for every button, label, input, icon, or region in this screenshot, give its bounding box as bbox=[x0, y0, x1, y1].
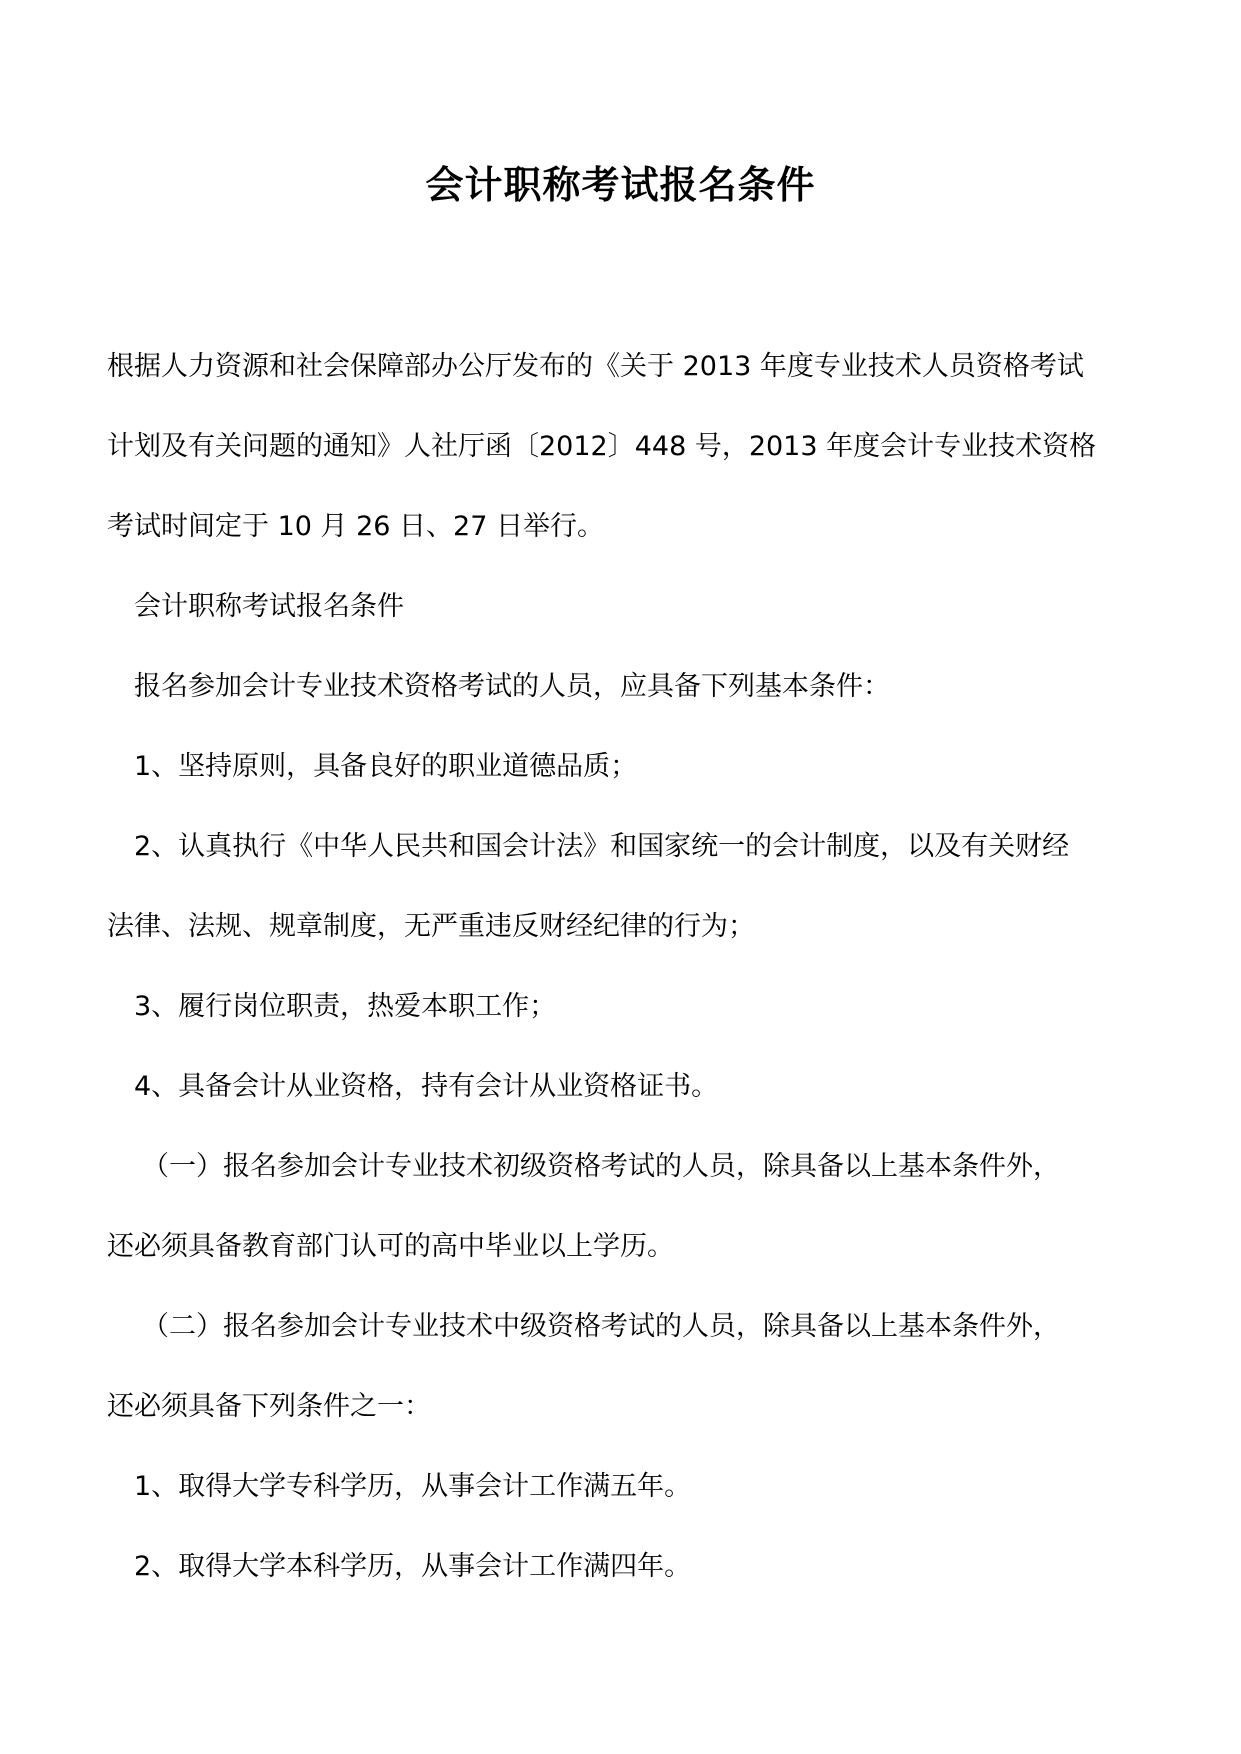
subsection-line: （二）报名参加会计专业技术中级资格考试的人员，除具备以上基本条件外， bbox=[142, 1311, 1060, 1342]
document-title: 会计职称考试报名条件 bbox=[425, 163, 816, 207]
paragraph-line: 根据人力资源和社会保障部办公厅发布的《关于 2013 年度专业技术人员资格考试 bbox=[107, 351, 1084, 382]
section-heading: 会计职称考试报名条件 bbox=[134, 591, 404, 622]
list-item-continuation: 法律、法规、规章制度，无严重违反财经纪律的行为； bbox=[107, 911, 755, 942]
paragraph-line: 考试时间定于 10 月 26 日、27 日举行。 bbox=[107, 511, 604, 542]
list-item: 2、取得大学本科学历，从事会计工作满四年。 bbox=[134, 1551, 692, 1582]
subsection-continuation: 还必须具备教育部门认可的高中毕业以上学历。 bbox=[107, 1231, 674, 1262]
subsection-line: （一）报名参加会计专业技术初级资格考试的人员，除具备以上基本条件外， bbox=[142, 1151, 1060, 1182]
list-item: 1、取得大学专科学历，从事会计工作满五年。 bbox=[134, 1471, 692, 1502]
paragraph-line: 报名参加会计专业技术资格考试的人员，应具备下列基本条件： bbox=[134, 671, 890, 702]
list-item: 2、认真执行《中华人民共和国会计法》和国家统一的会计制度，以及有关财经 bbox=[134, 831, 1070, 862]
list-item: 1、坚持原则，具备良好的职业道德品质； bbox=[134, 751, 638, 782]
list-item: 4、具备会计从业资格，持有会计从业资格证书。 bbox=[134, 1071, 719, 1102]
paragraph-line: 计划及有关问题的通知》人社厅函〔2012〕448 号，2013 年度会计专业技术资格 bbox=[107, 431, 1097, 462]
subsection-continuation: 还必须具备下列条件之一： bbox=[107, 1391, 431, 1422]
list-item: 3、履行岗位职责，热爱本职工作； bbox=[134, 991, 557, 1022]
